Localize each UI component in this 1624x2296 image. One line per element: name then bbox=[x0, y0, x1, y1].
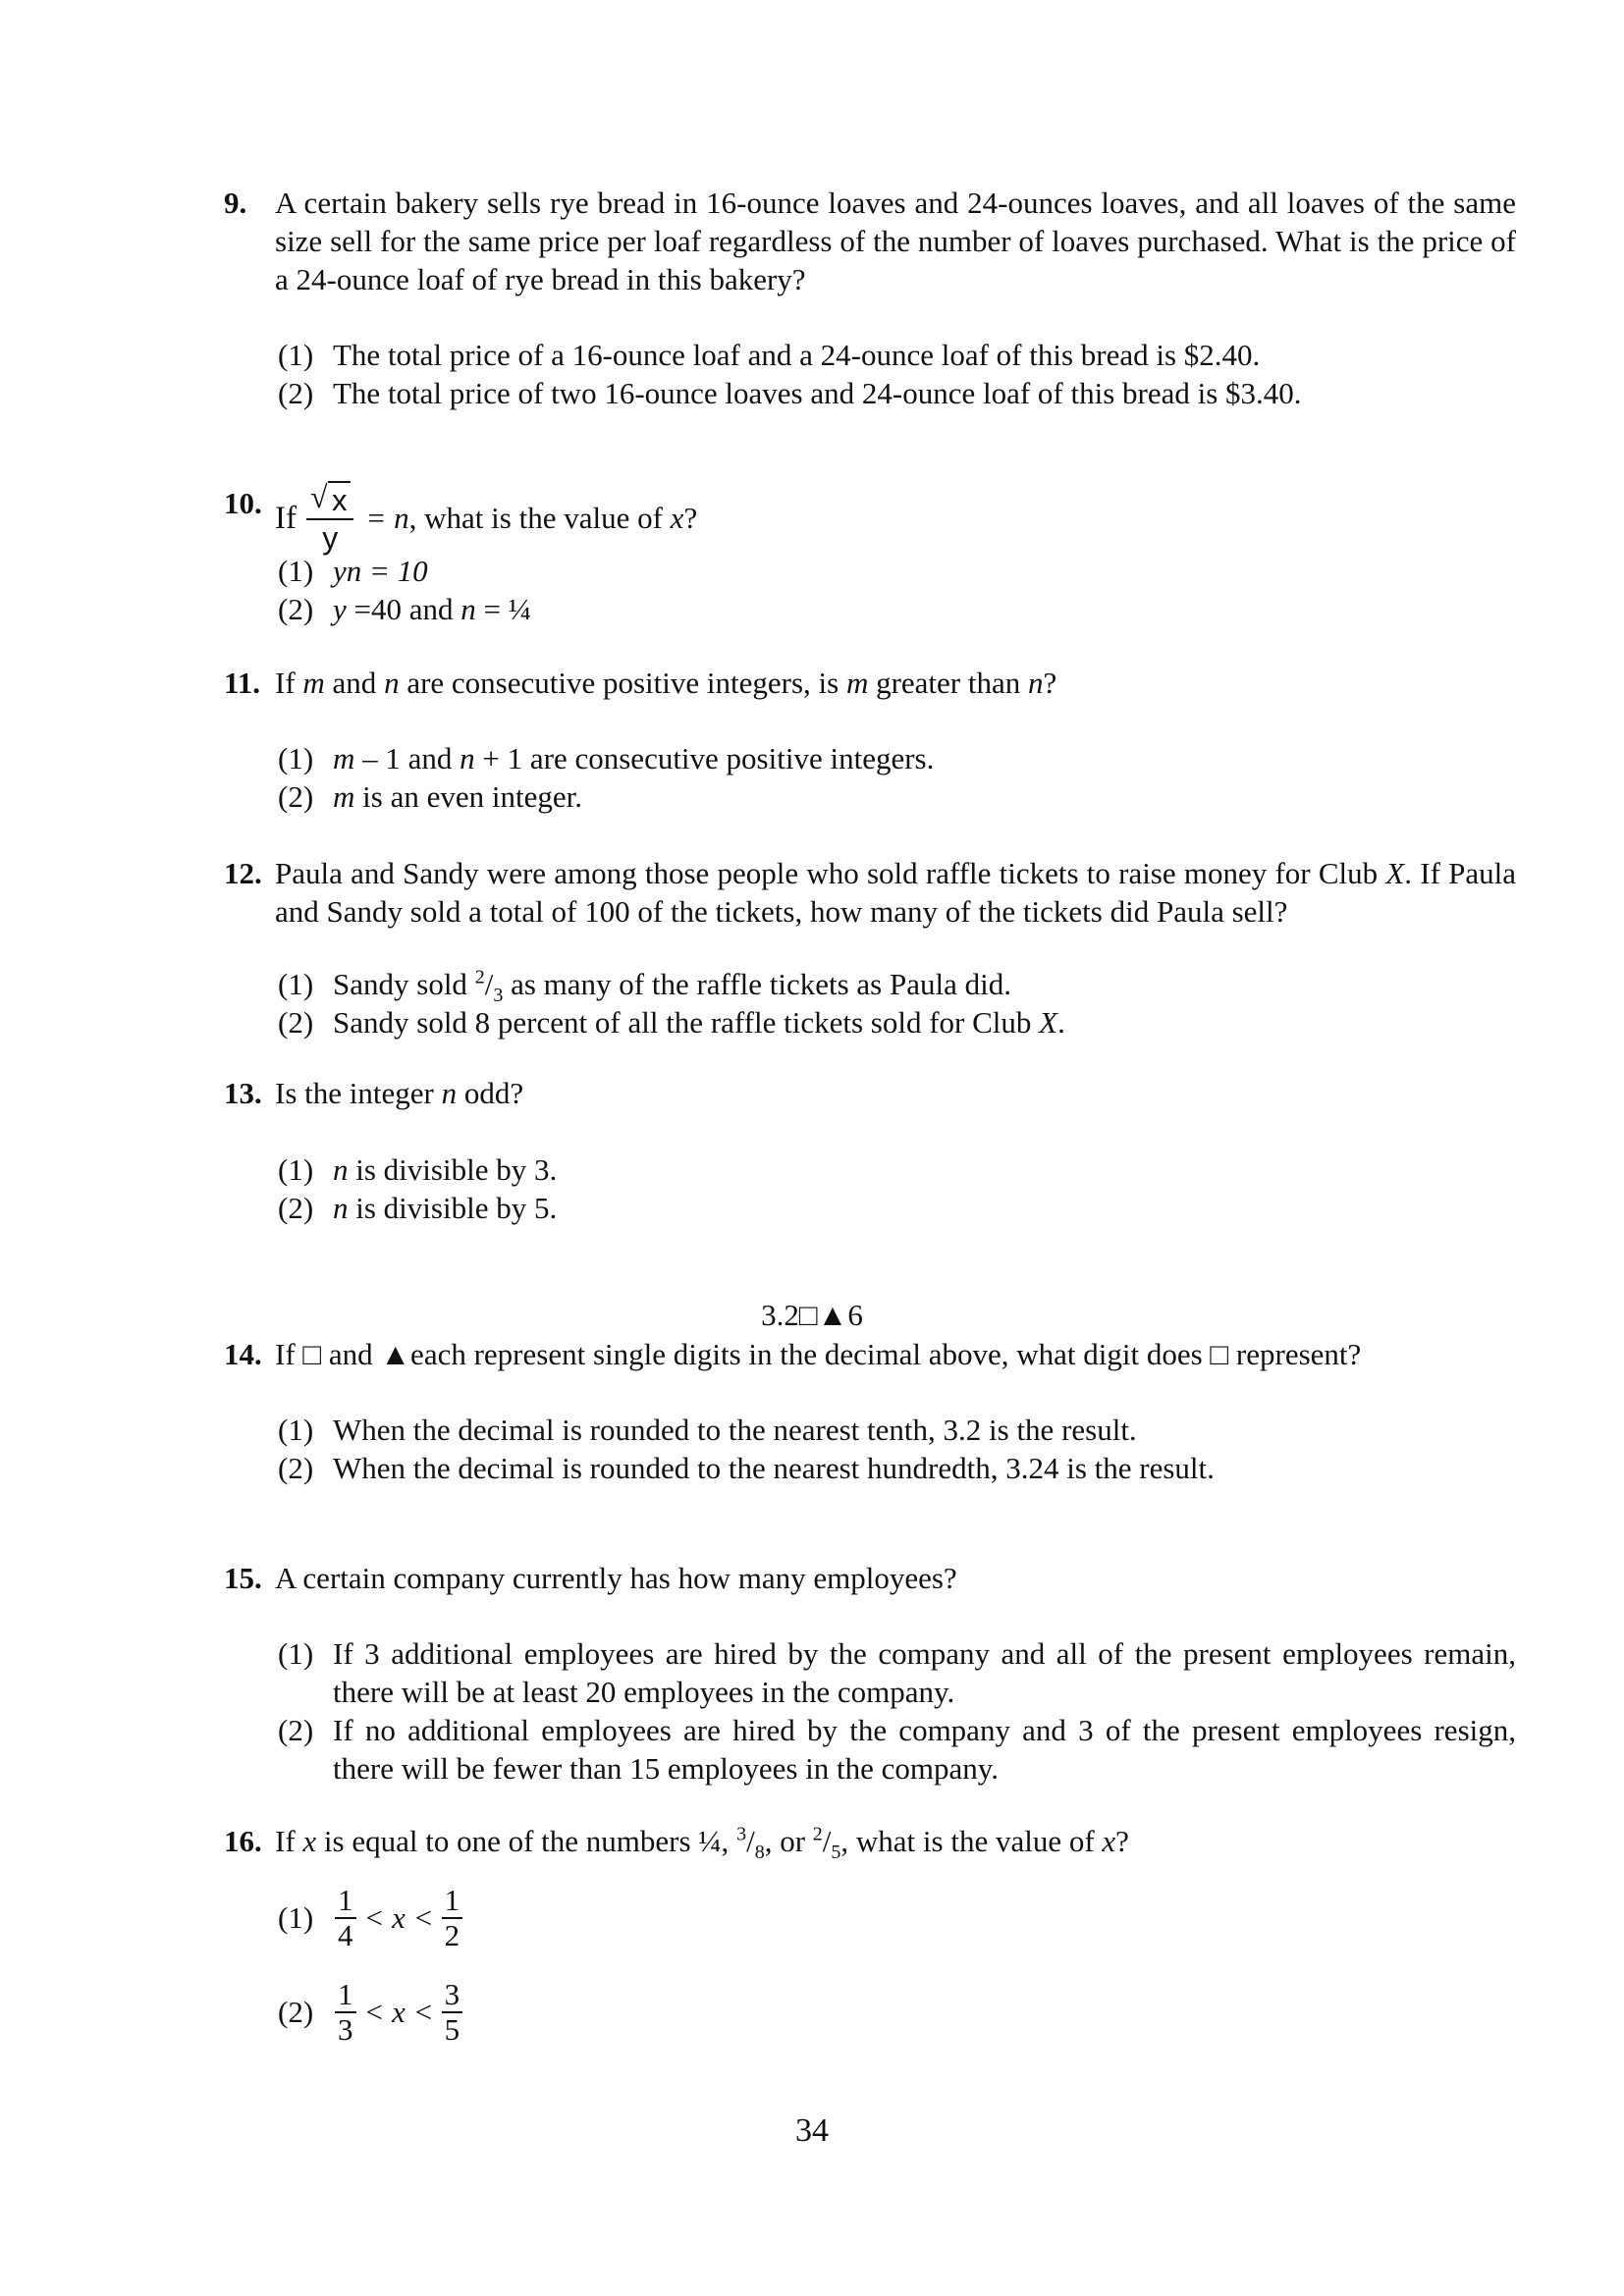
option-label: (2) bbox=[278, 1005, 314, 1040]
text: . If Paula and Sandy sold a total of 100 of the tickets, how many of the tickets did Paula sell? bbox=[275, 856, 1516, 929]
text: – 1 and bbox=[354, 741, 460, 775]
option-label: (2) bbox=[278, 1451, 314, 1485]
option-text: The total price of two 16-ounce loaves and 24-ounce loaf of this bread is $3.40. bbox=[333, 376, 1302, 410]
question-15-options bbox=[278, 1634, 1516, 1788]
text: is an even integer. bbox=[354, 779, 582, 814]
option-text bbox=[333, 965, 1516, 1007]
text: and bbox=[324, 666, 385, 700]
option-1 bbox=[278, 1150, 1516, 1189]
variable: y bbox=[333, 592, 347, 626]
option-label: (1) bbox=[278, 1636, 314, 1671]
fraction bbox=[442, 1884, 463, 1952]
question-number: 9. bbox=[224, 186, 247, 220]
option-text bbox=[333, 1150, 1516, 1189]
option-label: (2) bbox=[278, 1713, 314, 1747]
text: Sandy sold bbox=[333, 967, 475, 1001]
option-text: If no additional employees are hired by the company and 3 of the present employees resign, there will be fewer than 15 employees in the company. bbox=[333, 1713, 1516, 1786]
question-12 bbox=[224, 854, 1516, 931]
option-text bbox=[333, 777, 1516, 816]
question-stem bbox=[275, 1822, 1516, 1864]
option-label: (2) bbox=[278, 592, 314, 626]
page-number: 34 bbox=[795, 2112, 829, 2149]
variable: n bbox=[333, 1152, 349, 1187]
text: Is the integer bbox=[275, 1076, 442, 1110]
question-13 bbox=[224, 1074, 1516, 1112]
question-10-options bbox=[278, 552, 1516, 628]
text: is divisible by 5. bbox=[348, 1191, 558, 1225]
text: If bbox=[275, 666, 303, 700]
question-14-options bbox=[278, 1411, 1516, 1487]
text: , or bbox=[764, 1824, 813, 1858]
numerator: 1 bbox=[335, 1884, 356, 1919]
equals-n: = n bbox=[365, 501, 409, 535]
fraction bbox=[442, 1978, 463, 2047]
option-2 bbox=[278, 1189, 1516, 1227]
fraction-numerator: 3 bbox=[736, 1823, 747, 1845]
option-1 bbox=[278, 552, 1516, 590]
option-label: (1) bbox=[278, 338, 314, 372]
variable: m bbox=[333, 741, 355, 775]
option-text bbox=[333, 1189, 1516, 1227]
option-label: (2) bbox=[278, 1191, 314, 1225]
option-text: If 3 additional employees are hired by the company and all of the present employees remain, there will be at least 20 employees in the company. bbox=[333, 1636, 1516, 1709]
fraction-denominator: 5 bbox=[831, 1842, 841, 1864]
text: . bbox=[1057, 1005, 1065, 1040]
text: are consecutive positive integers, is bbox=[399, 666, 846, 700]
text: , what is the value of bbox=[840, 1824, 1103, 1858]
option-label: (1) bbox=[278, 967, 314, 1001]
question-stem bbox=[275, 854, 1516, 931]
variable-x: x bbox=[670, 501, 684, 535]
radical-sign: √ bbox=[309, 479, 328, 514]
fraction-denominator: 8 bbox=[754, 1842, 765, 1864]
text: Paula and Sandy were among those people who sold raffle tickets to raise money for Club bbox=[275, 856, 1386, 890]
variable-n: n bbox=[384, 666, 400, 700]
question-14 bbox=[224, 1335, 1516, 1373]
variable: n bbox=[460, 741, 475, 775]
inequality-middle: < x < bbox=[363, 1995, 434, 2029]
option-2 bbox=[278, 374, 1516, 412]
question-number: 11. bbox=[224, 666, 261, 700]
question-10 bbox=[224, 481, 1516, 556]
question-mark: ? bbox=[683, 501, 698, 535]
question-stem: A certain company currently has how many employees? bbox=[275, 1561, 957, 1595]
option-label: (2) bbox=[278, 1995, 314, 2029]
option-text bbox=[333, 739, 1516, 777]
option-label: (2) bbox=[278, 376, 314, 410]
variable: m bbox=[333, 779, 355, 814]
text: = ¼ bbox=[475, 592, 531, 626]
option-expression: yn = 10 bbox=[333, 554, 428, 588]
text: ? bbox=[1115, 1824, 1129, 1858]
fraction bbox=[335, 1884, 356, 1952]
numerator: 3 bbox=[442, 1978, 463, 2013]
denominator: 5 bbox=[444, 2012, 460, 2047]
variable-x: x bbox=[1102, 1824, 1116, 1858]
option-2 bbox=[278, 1711, 1516, 1788]
option-1 bbox=[278, 739, 1516, 777]
option-label: (1) bbox=[278, 1413, 314, 1447]
numerator: 1 bbox=[335, 1978, 356, 2013]
sqrt-fraction bbox=[306, 481, 354, 556]
variable-x: X bbox=[1385, 856, 1405, 890]
option-label: (1) bbox=[278, 1900, 314, 1935]
if-word: If bbox=[275, 500, 297, 536]
option-inequality bbox=[333, 1884, 1516, 1952]
option-1 bbox=[278, 1411, 1516, 1449]
variable-n: n bbox=[441, 1076, 458, 1110]
question-13-options bbox=[278, 1150, 1516, 1227]
inequality-middle: < x < bbox=[363, 1900, 434, 1935]
option-text bbox=[333, 590, 1516, 628]
question-number: 15. bbox=[224, 1561, 262, 1595]
question-number: 13. bbox=[224, 1076, 262, 1110]
variable-n: n bbox=[1028, 666, 1044, 700]
option-1 bbox=[278, 336, 1516, 374]
question-stem: If □ and ▲each represent single digits in the decimal above, what digit does □ represent? bbox=[275, 1337, 1362, 1371]
variable-m: m bbox=[302, 666, 325, 700]
question-text: , what is the value of bbox=[408, 501, 663, 535]
option-1 bbox=[278, 1634, 1516, 1711]
fraction-slash: / bbox=[822, 1824, 832, 1858]
question-stem: A certain bakery sells rye bread in 16-ounce loaves and 24-ounces loaves, and all loaves of the same size sell for the same price per loaf regardless of the number of loaves purchased. What is the price of a 24-ounce loaf of rye bread in this bakery? bbox=[275, 186, 1516, 296]
variable-x: X bbox=[1039, 1005, 1058, 1040]
question-number: 10. bbox=[224, 486, 262, 520]
question-stem bbox=[275, 1074, 1516, 1112]
option-label: (1) bbox=[278, 741, 314, 775]
option-label: (2) bbox=[278, 779, 314, 814]
option-1 bbox=[278, 965, 1516, 1007]
fraction-numerator: 2 bbox=[474, 966, 485, 988]
denominator: 4 bbox=[338, 1918, 353, 1952]
variable: n bbox=[333, 1191, 349, 1225]
question-16 bbox=[224, 1822, 1516, 1864]
denominator: 3 bbox=[338, 2012, 353, 2047]
question-9-options bbox=[278, 336, 1516, 412]
option-1 bbox=[278, 1871, 1516, 1965]
denominator: y bbox=[322, 520, 339, 556]
question-16-options bbox=[278, 1871, 1516, 2059]
variable: n bbox=[460, 592, 476, 626]
option-2 bbox=[278, 590, 1516, 628]
option-2 bbox=[278, 1003, 1516, 1041]
question-stem bbox=[275, 481, 1516, 556]
denominator: 2 bbox=[444, 1918, 460, 1952]
text: Sandy sold 8 percent of all the raffle tickets sold for Club bbox=[333, 1005, 1040, 1040]
question-stem bbox=[275, 664, 1516, 702]
option-2 bbox=[278, 777, 1516, 816]
question-11 bbox=[224, 664, 1516, 702]
fraction-denominator: 3 bbox=[493, 985, 504, 1007]
option-text: The total price of a 16-ounce loaf and a 24-ounce loaf of this bread is $2.40. bbox=[333, 338, 1261, 372]
fraction-slash: / bbox=[484, 967, 494, 1001]
option-inequality bbox=[333, 1978, 1516, 2047]
option-2 bbox=[278, 1965, 1516, 2059]
decimal-display: 3.2□▲6 bbox=[761, 1298, 863, 1332]
question-12-options bbox=[278, 965, 1516, 1041]
radicand: x bbox=[328, 481, 352, 518]
text: is divisible by 3. bbox=[348, 1152, 558, 1187]
option-text bbox=[333, 1003, 1516, 1041]
option-text: When the decimal is rounded to the nearest tenth, 3.2 is the result. bbox=[333, 1413, 1137, 1447]
option-label: (1) bbox=[278, 554, 314, 588]
text: =40 and bbox=[346, 592, 461, 626]
variable-m: m bbox=[845, 666, 869, 700]
question-11-options bbox=[278, 739, 1516, 816]
option-2 bbox=[278, 1449, 1516, 1487]
fraction-slash: / bbox=[746, 1824, 755, 1858]
question-number: 14. bbox=[224, 1337, 262, 1371]
text: odd? bbox=[457, 1076, 524, 1110]
numerator: 1 bbox=[442, 1884, 463, 1919]
text: + 1 are consecutive positive integers. bbox=[474, 741, 935, 775]
text: ? bbox=[1043, 666, 1057, 700]
option-label: (1) bbox=[278, 1152, 314, 1187]
text: is equal to one of the numbers ¼, bbox=[316, 1824, 737, 1858]
text: as many of the raffle tickets as Paula did. bbox=[503, 967, 1011, 1001]
option-text bbox=[333, 552, 1516, 590]
option-text: When the decimal is rounded to the nearest hundredth, 3.24 is the result. bbox=[333, 1451, 1215, 1485]
variable-x: x bbox=[302, 1824, 317, 1858]
text: greater than bbox=[868, 666, 1029, 700]
question-number: 16. bbox=[224, 1824, 262, 1858]
question-15 bbox=[224, 1559, 1516, 1597]
question-9 bbox=[224, 184, 1516, 298]
fraction-numerator: 2 bbox=[812, 1823, 823, 1845]
question-number: 12. bbox=[224, 856, 262, 890]
text: If bbox=[275, 1824, 303, 1858]
fraction bbox=[335, 1978, 356, 2047]
